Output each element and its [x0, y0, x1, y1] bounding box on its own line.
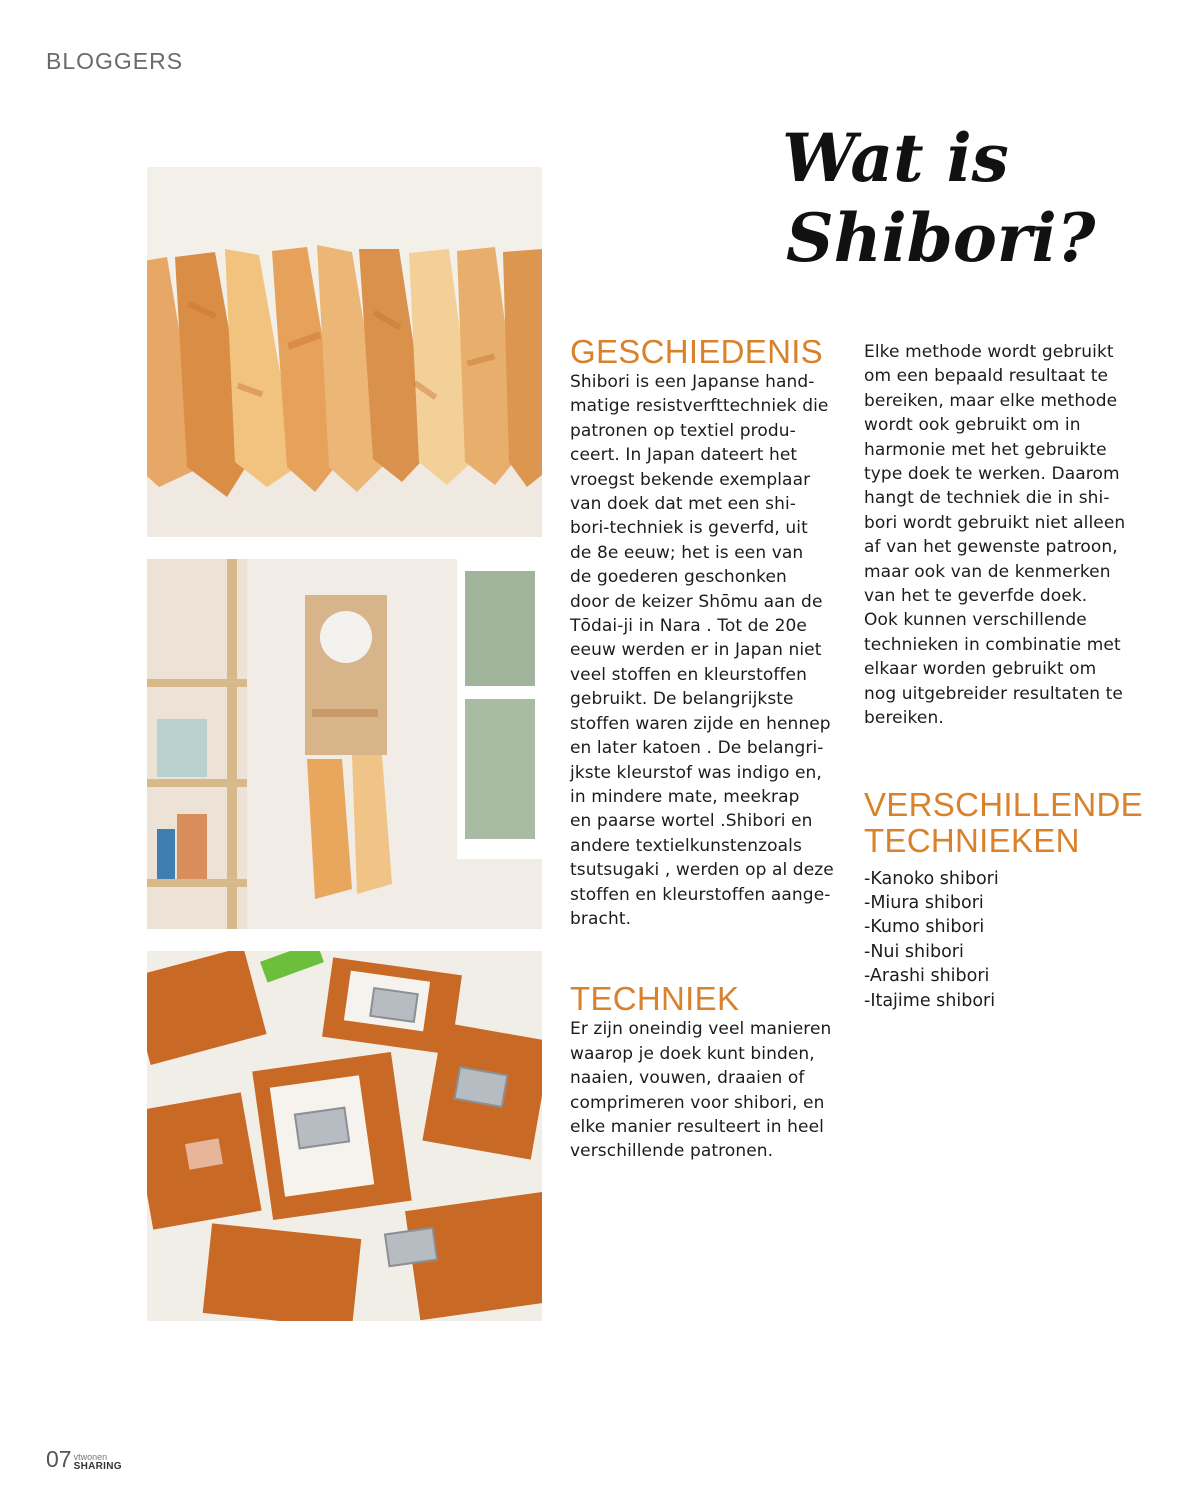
list-item: -Itajime shibori [864, 990, 996, 1011]
techniques-list [864, 867, 1149, 1013]
section-label: BLOGGERS [46, 48, 184, 74]
list-item: -Kumo shibori [864, 917, 985, 938]
heading-techniek: TECHNIEK [570, 980, 740, 1018]
list-item: -Miura shibori [864, 892, 984, 913]
photo-shelf-interior [147, 559, 542, 929]
heading-geschiedenis: GESCHIEDENIS [570, 333, 823, 370]
column-right [864, 340, 1149, 1013]
photo-clamped-fabric [147, 951, 542, 1321]
brand-line-2: SHARING [73, 1461, 122, 1472]
list-item: -Kanoko shibori [864, 868, 999, 889]
photo-hanging-scarves [147, 167, 542, 537]
body-techniek: Er zijn oneindig veel manieren waarop je doek kunt binden, naaien, vouwen, draaien of comprimeren voor shibori, en elke manier resulteert in heel verschillende patronen. [570, 1019, 832, 1162]
body-geschiedenis: Shibori is een Japanse hand- matige resistverfttechniek die patronen op textiel produ- ceert. In Japan dateert het vroegst bekende exemplaar van doek dat met een shi- bori-techniek is geverfd, uit de 8e eeuw; het is een van de goederen geschonken door de keizer Shōmu aan de Tōdai-ji in Nara . Tot de 20e eeuw werden er in Japan niet veel stoffen en kleurstoffen gebruikt. De belangrijkste stoffen waren zijde en hennep en later katoen . De belangri- jkste kleurstof was indigo en, in mindere mate, meekrap en paarse wortel .Shibori en andere textielkunstenzoals tsutsugaki , werden op al deze stoffen en kleurstoffen aange- bracht. [570, 372, 834, 929]
title-line-1: Wat is [782, 119, 1009, 197]
body-methode: Elke methode wordt gebruikt om een bepaald resultaat te bereiken, maar elke methode wordt ook gebruikt om in harmonie met het gebruikte type doek te werken. Daarom hangt de techniek die in shi- bori wordt gebruikt niet alleen af van het gewenste patroon, maar ook van de kenmerken van het te geverfde doek. Ook kunnen verschillende technieken in combinatie met elkaar worden gebruikt om nog uitgebreider resultaten te bereiken. [864, 342, 1126, 729]
list-item: -Arashi shibori [864, 966, 990, 987]
footer [46, 1447, 122, 1471]
heading-line-1: VERSCHILLENDE [864, 785, 1143, 823]
column-left [570, 334, 846, 1164]
brand-logo [74, 1453, 122, 1471]
list-item: -Nui shibori [864, 941, 964, 962]
title-line-2: Shibori? [786, 199, 1096, 277]
page-number: 07 [46, 1446, 72, 1472]
heading-verschillende-technieken [864, 787, 1149, 859]
brand-line-1: vtwonen [73, 1452, 108, 1462]
heading-line-2: TECHNIEKEN [864, 821, 1080, 859]
page-title [782, 118, 1096, 278]
